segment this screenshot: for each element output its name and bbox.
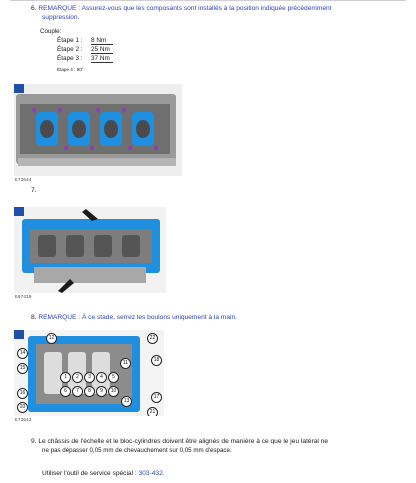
torque-stage-2: Étape 2 : 25 Nm (57, 46, 113, 54)
step-9-text-2: ne pas dépasser 0,05 mm de chevauchement sur 0,05 mm d'espace. (42, 446, 232, 454)
figure-3-id: E73643 (15, 418, 32, 423)
step-9-instruction (31, 438, 401, 455)
special-tool-link[interactable]: 303-432. (138, 470, 165, 477)
couple-label: Couple: (40, 28, 62, 35)
step-8-number: 8. (31, 314, 37, 321)
page-top-rule (10, 0, 406, 1)
torque-stage-3: Étape 3 : 37 Nm (57, 55, 113, 63)
step-8-remark-label: REMARQUE : (38, 314, 81, 321)
figure-engine-block-top (14, 84, 182, 176)
step-6-remark-text-2: suppression. (42, 13, 80, 21)
callout-20: 20 (17, 402, 28, 413)
callout-6: 6 (60, 386, 71, 397)
callout-16: 16 (17, 388, 28, 399)
step-8-instruction (31, 314, 237, 323)
callout-1: 1 (60, 372, 71, 383)
callout-2: 2 (72, 372, 83, 383)
callout-5: 5 (108, 372, 119, 383)
special-tool-line (42, 470, 165, 479)
figure-2-id: E67419 (15, 295, 32, 300)
callout-13: 13 (121, 396, 132, 407)
step-6-remark-text: Assurez-vous que les composants sont installés à la position indiquée précédemment (81, 5, 332, 12)
callout-10: 10 (108, 386, 119, 397)
torque-stage-1: Étape 1 : 8 Nm (57, 37, 113, 45)
callout-8: 8 (84, 386, 95, 397)
callout-9: 9 (96, 386, 107, 397)
callout-22: 22 (147, 333, 158, 344)
step-7-number: 7. (31, 187, 37, 194)
step-6-number: 6. (31, 5, 37, 12)
step-6-remark-label: REMARQUE : (38, 5, 81, 12)
callout-18: 18 (151, 355, 162, 366)
callout-4: 4 (96, 372, 107, 383)
figure-bolt-sequence (14, 330, 164, 416)
step-9-number: 9. (31, 438, 37, 445)
callout-14: 14 (17, 348, 28, 359)
step-8-remark-text: À ce stade, serrez les boulons uniquement à la main. (81, 314, 237, 321)
step-6-instruction (31, 5, 391, 22)
figure-1-id: E73644 (15, 178, 32, 183)
callout-3: 3 (84, 372, 95, 383)
callout-12: 12 (46, 333, 57, 344)
engine-block-illustration (14, 84, 182, 176)
callout-21: 21 (147, 407, 158, 416)
callout-11: 11 (120, 358, 131, 369)
special-tool-prefix: Utiliser l'outil de service spécial : (42, 470, 137, 477)
callout-15: 15 (17, 363, 28, 374)
torque-stage-4: Étape 4 : 90° (57, 67, 84, 72)
ladder-frame-illustration (14, 207, 166, 293)
callout-17: 17 (151, 392, 162, 403)
callout-7: 7 (72, 386, 83, 397)
figure-ladder-frame (14, 207, 166, 293)
step-9-text: Le châssis de l'échelle et le bloc-cylindres doivent être alignés de manière à ce que le jeu latéral ne (38, 438, 329, 445)
